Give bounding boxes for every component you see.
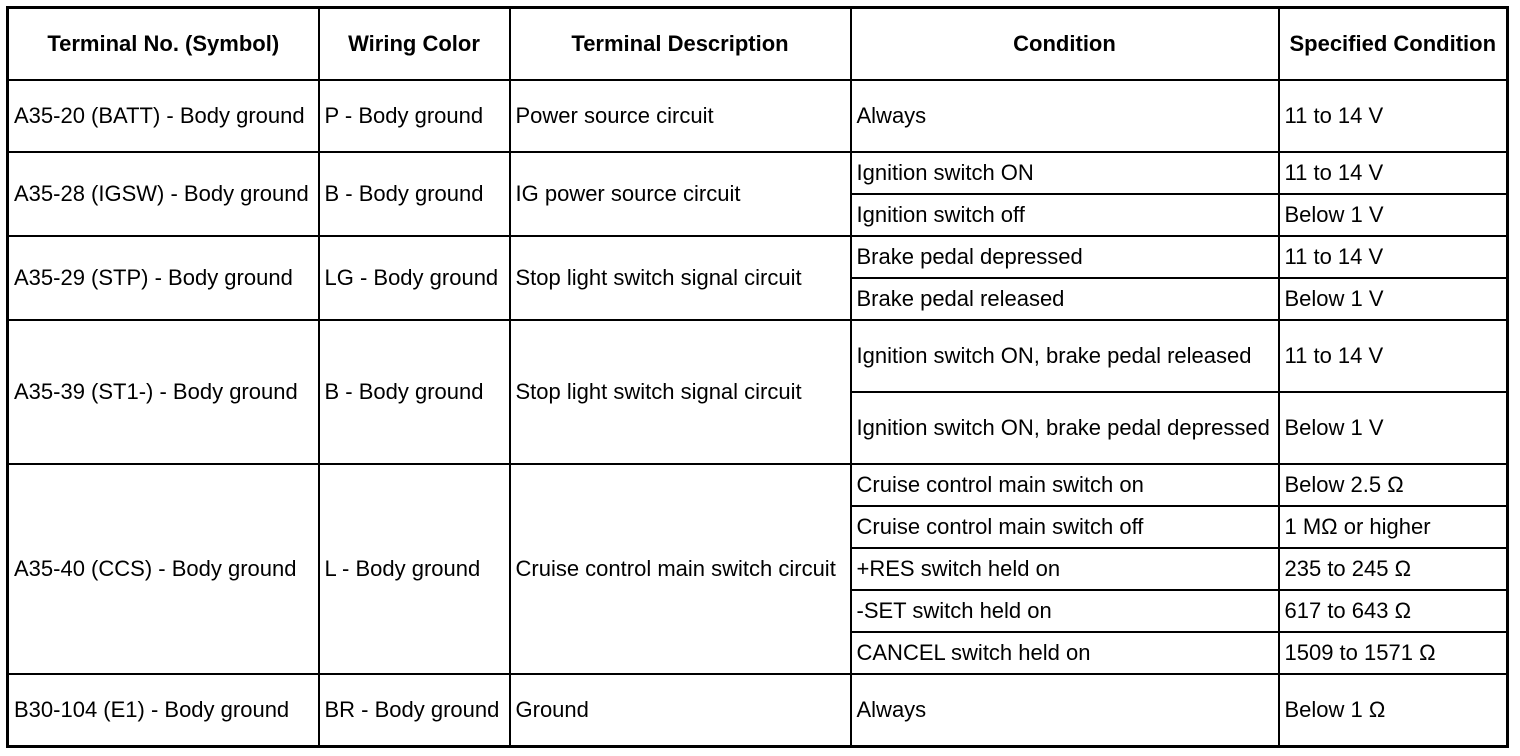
condition-cell: Brake pedal depressed [851,236,1279,278]
specified-cell: 1509 to 1571 Ω [1279,632,1508,674]
wiring-color-cell: LG - Body ground [319,236,510,320]
header-terminal: Terminal No. (Symbol) [8,8,319,81]
condition-cell: CANCEL switch held on [851,632,1279,674]
table-row [8,152,1508,194]
condition-cell: Ignition switch off [851,194,1279,236]
condition-cell: +RES switch held on [851,548,1279,590]
table-body [8,80,1508,747]
terminal-cell: A35-40 (CCS) - Body ground [8,464,319,674]
terminal-cell: B30-104 (E1) - Body ground [8,674,319,746]
header-wiring-color: Wiring Color [319,8,510,81]
description-cell: Ground [510,674,851,746]
specified-cell: Below 1 Ω [1279,674,1508,746]
condition-cell: Brake pedal released [851,278,1279,320]
wiring-color-cell: P - Body ground [319,80,510,152]
condition-cell: Always [851,674,1279,746]
specified-cell: Below 1 V [1279,194,1508,236]
wiring-color-cell: BR - Body ground [319,674,510,746]
condition-cell: Ignition switch ON, brake pedal depressed [851,392,1279,464]
condition-cell: -SET switch held on [851,590,1279,632]
table-row [8,236,1508,278]
specified-cell: 235 to 245 Ω [1279,548,1508,590]
specified-cell: 11 to 14 V [1279,152,1508,194]
description-cell: Power source circuit [510,80,851,152]
description-cell: Cruise control main switch circuit [510,464,851,674]
header-condition: Condition [851,8,1279,81]
condition-cell: Cruise control main switch on [851,464,1279,506]
table-row [8,674,1508,746]
header-specified-condition: Specified Condition [1279,8,1508,81]
specified-cell: 1 MΩ or higher [1279,506,1508,548]
description-cell: Stop light switch signal circuit [510,320,851,464]
specified-cell: 617 to 643 Ω [1279,590,1508,632]
terminal-spec-table [6,6,1509,748]
table-row [8,464,1508,506]
specified-cell: Below 2.5 Ω [1279,464,1508,506]
terminal-cell: A35-39 (ST1-) - Body ground [8,320,319,464]
wiring-color-cell: B - Body ground [319,152,510,236]
specified-cell: Below 1 V [1279,278,1508,320]
description-cell: IG power source circuit [510,152,851,236]
terminal-cell: A35-29 (STP) - Body ground [8,236,319,320]
table-row [8,80,1508,152]
condition-cell: Always [851,80,1279,152]
condition-cell: Ignition switch ON [851,152,1279,194]
terminal-cell: A35-28 (IGSW) - Body ground [8,152,319,236]
description-cell: Stop light switch signal circuit [510,236,851,320]
header-terminal-description: Terminal Description [510,8,851,81]
specified-cell: 11 to 14 V [1279,80,1508,152]
wiring-color-cell: B - Body ground [319,320,510,464]
specified-cell: Below 1 V [1279,392,1508,464]
specified-cell: 11 to 14 V [1279,236,1508,278]
table-header [8,8,1508,81]
table-row [8,320,1508,392]
specified-cell: 11 to 14 V [1279,320,1508,392]
header-row [8,8,1508,81]
condition-cell: Ignition switch ON, brake pedal released [851,320,1279,392]
condition-cell: Cruise control main switch off [851,506,1279,548]
terminal-cell: A35-20 (BATT) - Body ground [8,80,319,152]
wiring-color-cell: L - Body ground [319,464,510,674]
